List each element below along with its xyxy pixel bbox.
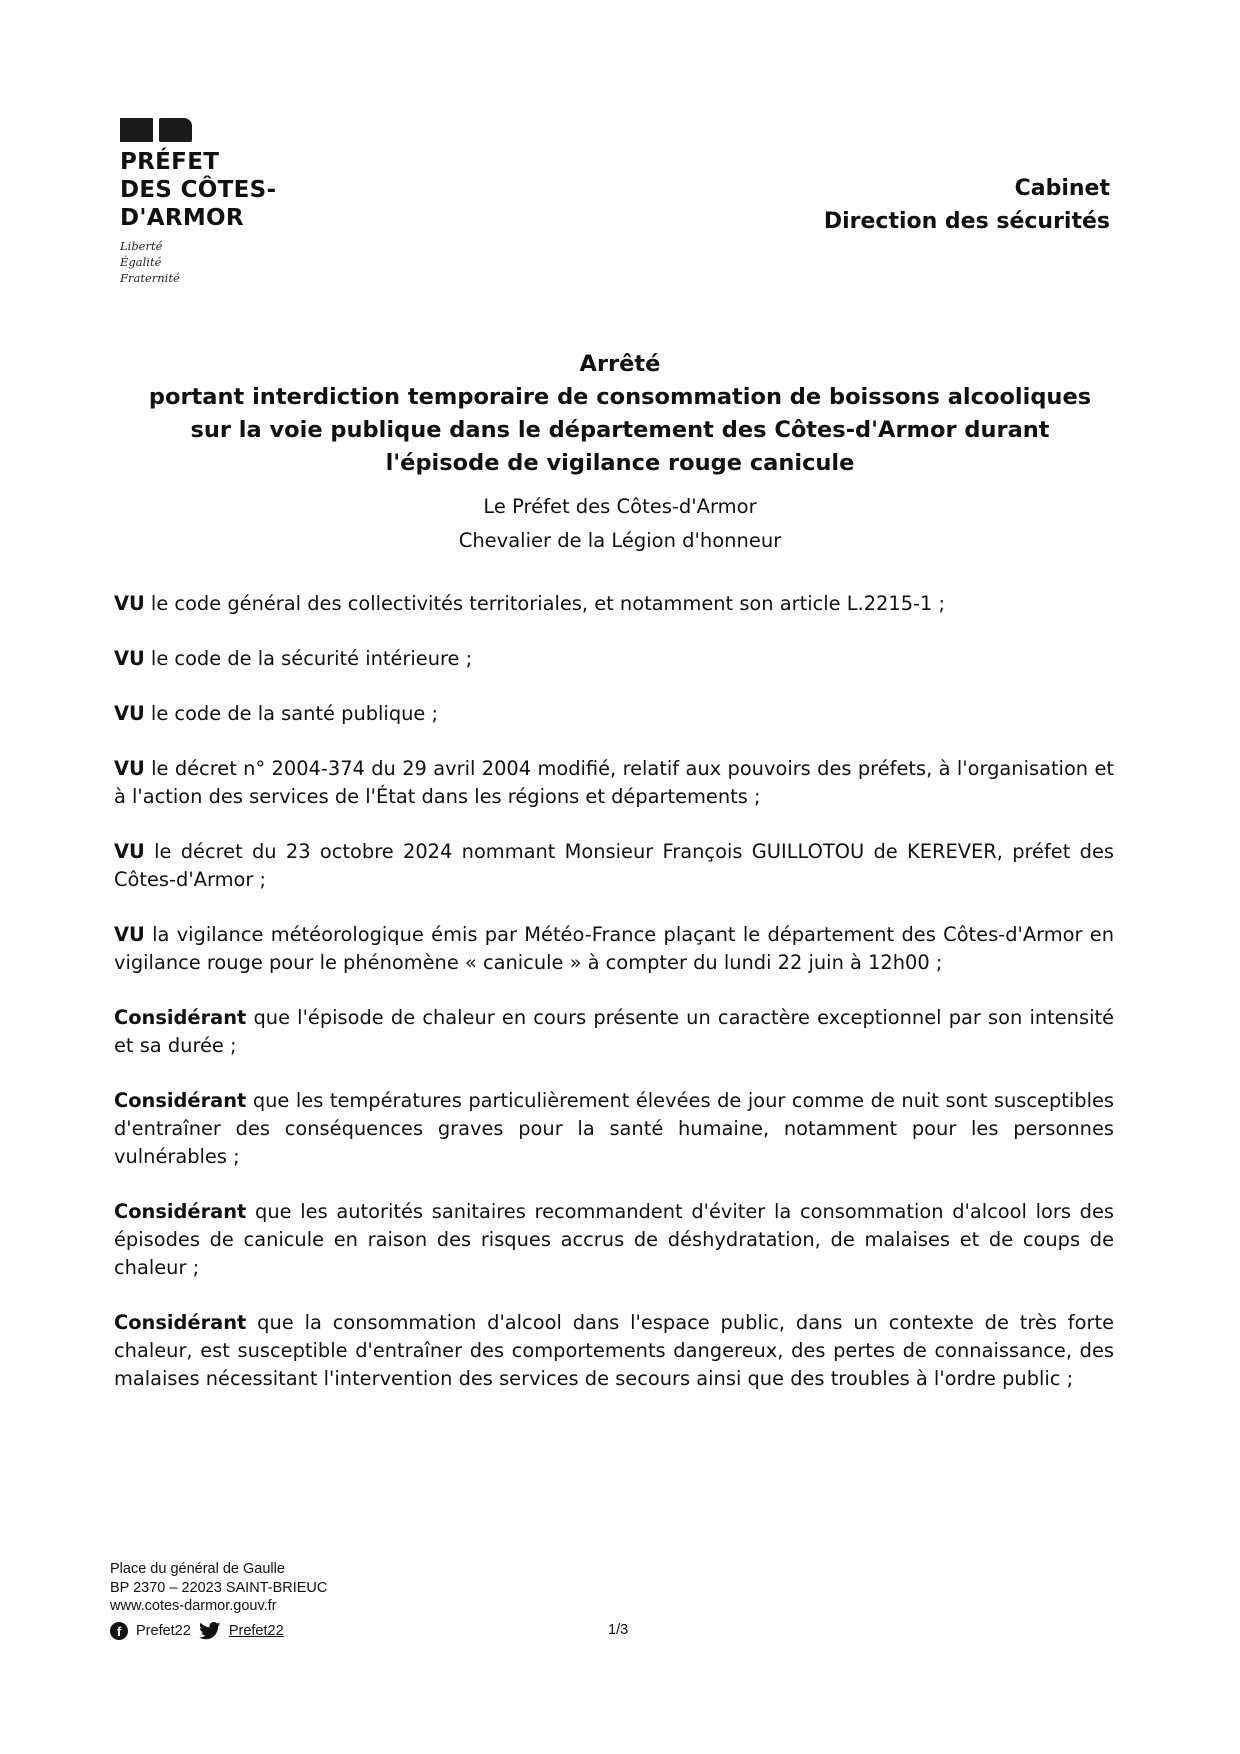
paragraph-text: que l'épisode de chaleur en cours présente un caractère exceptionnel par son intensité et sa durée ; xyxy=(114,1006,1114,1057)
footer xyxy=(110,1560,327,1640)
paragraph-lead: Considérant xyxy=(114,1006,247,1029)
signatory-name: Le Préfet des Côtes-d'Armor xyxy=(483,495,757,518)
paragraph-lead: Considérant xyxy=(114,1311,247,1334)
paragraph xyxy=(114,700,1114,728)
paragraph xyxy=(114,1198,1114,1282)
paragraph xyxy=(114,1004,1114,1060)
title-line-2: portant interdiction temporaire de consommation de boissons alcooliques xyxy=(148,384,1092,410)
social-links xyxy=(110,1622,327,1641)
document-title xyxy=(100,348,1140,480)
page-number: 1/3 xyxy=(608,1622,629,1638)
paragraph-text: la vigilance météorologique émis par Météo-France plaçant le département des Côtes-d'Armor en vigilance rouge pour le phénomène « canicule » à compter du lundi 22 juin à 12h00 ; xyxy=(114,923,1114,974)
facebook-icon[interactable]: f xyxy=(110,1622,128,1640)
paragraph-lead: VU xyxy=(114,592,145,615)
facebook-handle[interactable]: Prefet22 xyxy=(136,1622,191,1639)
paragraph-lead: VU xyxy=(114,702,145,725)
paragraph xyxy=(114,1087,1114,1171)
devise xyxy=(120,238,340,286)
paragraph-text: que les autorités sanitaires recommandent d'éviter la consommation d'alcool lors des épisodes de canicule en raison des risques accrus de déshydratation, de malaises et de coups de chaleur ; xyxy=(114,1200,1114,1279)
title-line-1: Arrêté xyxy=(579,351,661,377)
service-cabinet: Cabinet xyxy=(1014,176,1110,201)
paragraph xyxy=(114,838,1114,894)
devise-egalite: Égalité xyxy=(120,255,162,269)
footer-address-line: BP 2370 – 22023 SAINT-BRIEUC xyxy=(110,1579,328,1596)
service-direction: Direction des sécurités xyxy=(823,209,1110,234)
paragraph-text: le code général des collectivités territoriales, et notamment son article L.2215-1 ; xyxy=(144,592,946,615)
paragraph xyxy=(114,921,1114,977)
paragraph-lead: VU xyxy=(114,923,145,946)
signatory-honour: Chevalier de la Légion d'honneur xyxy=(458,529,782,552)
title-line-3: sur la voie publique dans le département des Côtes-d'Armor durant xyxy=(190,417,1050,443)
paragraph-lead: VU xyxy=(114,757,145,780)
paragraph xyxy=(114,590,1114,618)
logo-line-1: PRÉFET xyxy=(120,149,220,175)
paragraph-text: que les températures particulièrement élevées de jour comme de nuit sont susceptibles d'entraîner des conséquences graves pour la santé humaine, notamment pour les personnes vulnérables ; xyxy=(114,1089,1114,1168)
paragraph-lead: VU xyxy=(114,840,145,863)
prefecture-logo xyxy=(120,118,340,286)
twitter-handle[interactable]: Prefet22 xyxy=(228,1622,284,1639)
paragraph-lead: Considérant xyxy=(114,1089,247,1112)
issuing-service xyxy=(824,172,1110,238)
paragraph-text: le code de la sécurité intérieure ; xyxy=(144,647,473,670)
paragraph-text: que la consommation d'alcool dans l'espace public, dans un contexte de très forte chaleur, est susceptible d'entraîner des comportements dangereux, des pertes de connaissance, des malaises nécessitant l'intervention des services de secours ainsi que des troubles à l'ordre public ; xyxy=(114,1311,1114,1390)
paragraph xyxy=(114,1309,1114,1393)
signatory-block xyxy=(100,490,1140,558)
footer-website-link[interactable]: www.cotes-darmor.gouv.fr xyxy=(110,1598,277,1614)
logo-line-2: DES CÔTES- xyxy=(120,177,277,203)
footer-address-line: Place du général de Gaulle xyxy=(110,1561,285,1577)
title-line-4: l'épisode de vigilance rouge canicule xyxy=(385,450,855,476)
paragraph-text: le décret n° 2004-374 du 29 avril 2004 modifié, relatif aux pouvoirs des préfets, à l'organisation et à l'action des services de l'État dans les régions et départements ; xyxy=(114,757,1114,808)
devise-liberte: Liberté xyxy=(120,239,163,253)
paragraph-lead: VU xyxy=(114,647,145,670)
paragraph-text: le décret du 23 octobre 2024 nommant Monsieur François GUILLOTOU de KEREVER, préfet des Côtes-d'Armor ; xyxy=(114,840,1114,891)
paragraph xyxy=(114,755,1114,811)
devise-fraternite: Fraternité xyxy=(120,271,180,285)
paragraph-text: le code de la santé publique ; xyxy=(144,702,439,725)
paragraph-lead: Considérant xyxy=(114,1200,247,1223)
paragraph xyxy=(114,645,1114,673)
document-body xyxy=(114,590,1114,1420)
marianne-emblem-icon xyxy=(120,118,192,142)
twitter-icon[interactable] xyxy=(199,1622,221,1640)
logo-line-3: D'ARMOR xyxy=(120,205,244,231)
